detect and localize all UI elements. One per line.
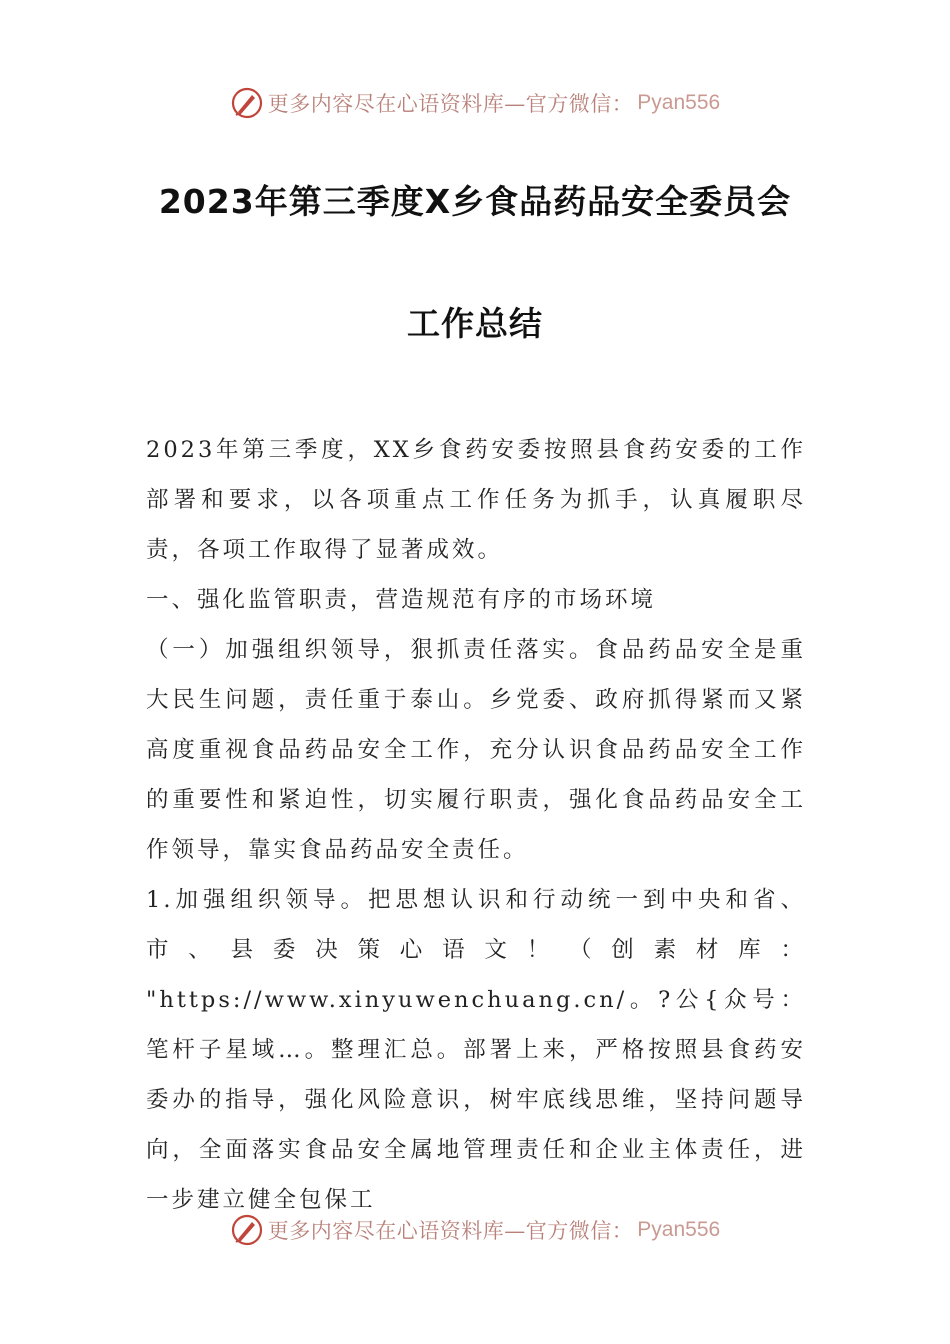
watermark-text: 更多内容尽在心语资料库—官方微信： <box>267 92 634 116</box>
paragraph-intro: 2023年第三季度，XX乡食药安委按照县食药安委的工作部署和要求，以各项重点工作任务为抓手，认真履职尽责，各项工作取得了显著成效。 <box>146 437 806 563</box>
pen-brush-logo-icon <box>230 1213 264 1247</box>
document-title-line-2: 工作总结 <box>407 304 543 343</box>
watermark-brand: Pyan556 <box>637 1218 721 1241</box>
document-title-line-1: 2023年第三季度X乡食品药品安全委员会 <box>158 182 792 221</box>
watermark-brand: Pyan556 <box>637 91 721 114</box>
watermark-header <box>0 83 950 123</box>
paragraph-subsection-1: （一）加强组织领导，狠抓责任落实。食品药品安全是重大民生问题，责任重于泰山。乡党委、政府抓得紧而又紧高度重视食品药品安全工作，充分认识食品药品安全工作的重要性和紧迫性，切实履行职责，强化食品药品安全工作领导，靠实食品药品安全责任。 <box>146 637 806 863</box>
paragraph-item-1-start: 1.加强组织领导。把思想认识和行动统一到中央和省、市、县委决策心语文！（创素材库： <box>146 887 806 963</box>
watermark-footer <box>0 1210 950 1250</box>
pen-brush-logo-icon <box>230 86 264 120</box>
paragraph-item-1-cont: "https://www.xinyuwenchuang.cn/。?公{众号：笔杆子星域…。整理汇总。部署上来，严格按照县食药安委办的指导，强化风险意识，树牢底线思维，坚持问题导向，全面落实食品安全属地管理责任和企业主体责任，进一步建立健全包保工 <box>146 987 806 1213</box>
section-heading-1: 一、强化监管职责，营造规范有序的市场环境 <box>146 587 657 613</box>
watermark-text: 更多内容尽在心语资料库—官方微信： <box>267 1219 634 1243</box>
document-body <box>146 425 806 1225</box>
